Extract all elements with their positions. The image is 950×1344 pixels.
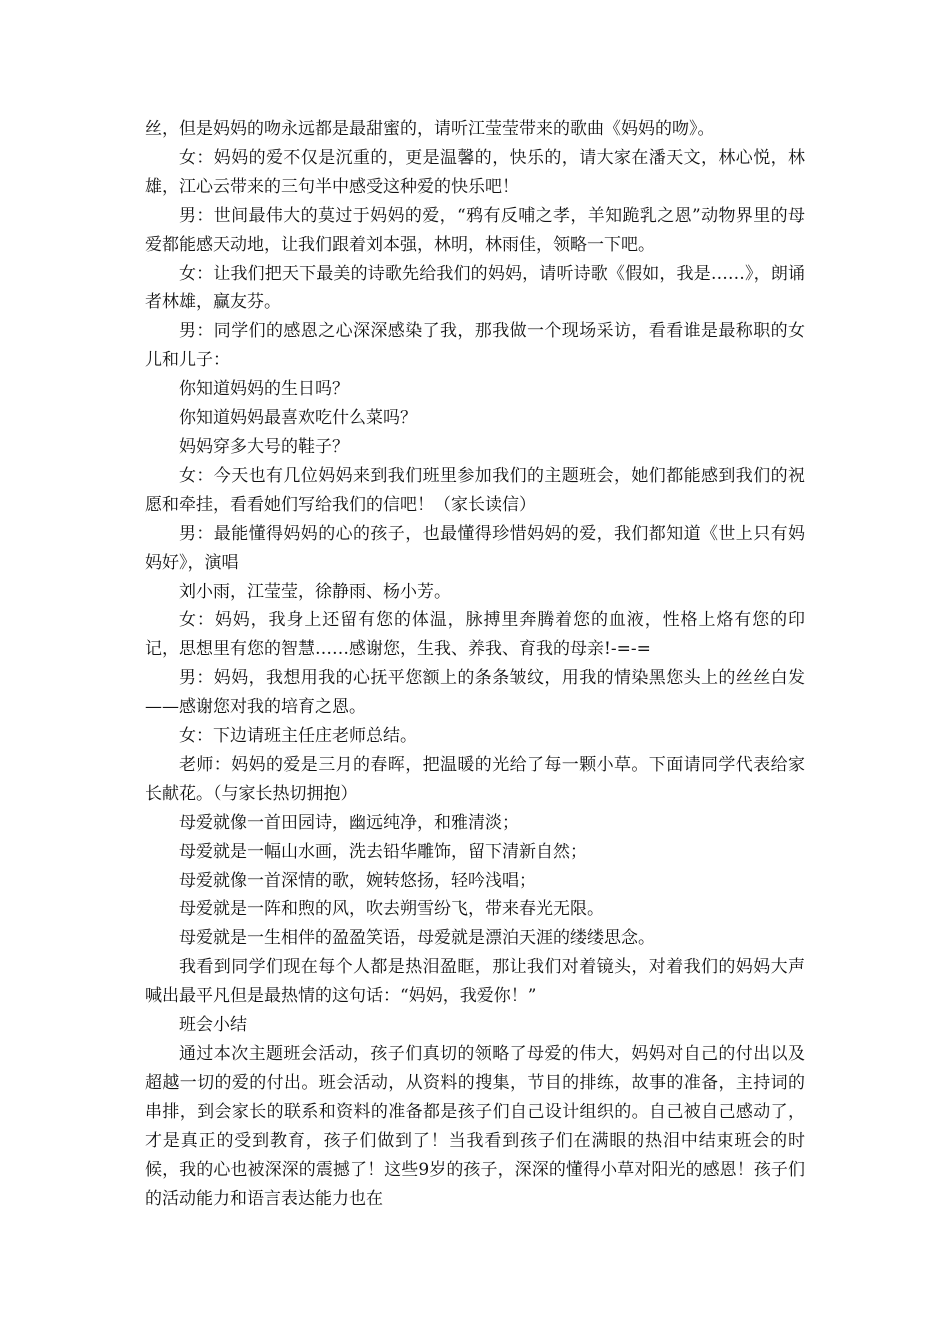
paragraph-male-host-2: 男：同学们的感恩之心深深感染了我，那我做一个现场采访，看看谁是最称职的女儿和儿子： bbox=[145, 321, 805, 371]
paragraph-teacher: 老师：妈妈的爱是三月的春晖，把温暖的光给了每一颗小草。下面请同学代表给家长献花。（与家长热切拥抱） bbox=[145, 754, 805, 804]
section-heading-summary: 班会小结 bbox=[179, 1015, 247, 1036]
poem-line-4: 母爱就是一阵和煦的风，吹去朔雪纷飞，带来春光无限。 bbox=[179, 899, 604, 920]
paragraph-female-host-3: 女：今天也有几位妈妈来到我们班里参加我们的主题班会，她们都能感到我们的祝愿和牵挂，看看她们写给我们的信吧！（家长读信） bbox=[145, 465, 805, 515]
interview-question-1: 你知道妈妈的生日吗？ bbox=[179, 379, 349, 400]
interview-question-3: 妈妈穿多大号的鞋子？ bbox=[179, 436, 349, 457]
paragraph-female-host-4: 女：妈妈，我身上还留有您的体温，脉搏里奔腾着您的血液，性格上烙有您的印记，思想里有您的智慧……感谢您，生我、养我、育我的母亲!-=-= bbox=[145, 610, 805, 660]
paragraph-male-host-4: 男：妈妈，我想用我的心抚平您额上的条条皱纹，用我的情染黑您头上的丝丝白发——感谢您对我的培育之恩。 bbox=[145, 668, 805, 718]
interview-question-2: 你知道妈妈最喜欢吃什么菜吗？ bbox=[179, 408, 417, 429]
poem-line-2: 母爱就是一幅山水画，洗去铅华雕饰，留下清新自然； bbox=[179, 841, 587, 862]
paragraph-singers: 刘小雨，江莹莹，徐静雨、杨小芳。 bbox=[179, 581, 451, 602]
paragraph-female-host-2: 女：让我们把天下最美的诗歌先给我们的妈妈，请听诗歌《假如，我是……》，朗诵者林雄，赢友芬。 bbox=[145, 263, 805, 313]
paragraph-male-host-3: 男：最能懂得妈妈的心的孩子，也最懂得珍惜妈妈的爱，我们都知道《世上只有妈妈好》，演唱 bbox=[145, 523, 805, 573]
paragraph-male-host-1: 男：世间最伟大的莫过于妈妈的爱，“鸦有反哺之孝，羊知跪乳之恩”动物界里的母爱都能感天动地，让我们跟着刘本强，林明，林雨佳，领略一下吧。 bbox=[145, 205, 805, 255]
paragraph-female-host-5: 女：下边请班主任庄老师总结。 bbox=[179, 726, 417, 747]
document-page bbox=[145, 115, 805, 1213]
paragraph-summary: 通过本次主题班会活动，孩子们真切的领略了母爱的伟大，妈妈对自己的付出以及超越一切的爱的付出。班会活动，从资料的搜集，节目的排练，故事的准备，主持词的串排，到会家长的联系和资料的准备都是孩子们自己设计组织的。自己被自己感动了，才是真正的受到教育，孩子们做到了！当我看到孩子们在满眼的热泪中结束班会的时候，我的心也被深深的震撼了！这些9岁的孩子，深深的懂得小草对阳光的感恩！孩子们的活动能力和语言表达能力也在 bbox=[145, 1044, 805, 1209]
paragraph-continuation: 丝，但是妈妈的吻永远都是最甜蜜的，请听江莹莹带来的歌曲《妈妈的吻》。 bbox=[145, 119, 715, 139]
poem-line-1: 母爱就像一首田园诗，幽远纯净，和雅清淡； bbox=[179, 812, 519, 833]
paragraph-female-host-1: 女：妈妈的爱不仅是沉重的，更是温馨的，快乐的，请大家在潘天文，林心悦，林雄，江心云带来的三句半中感受这种爱的快乐吧！ bbox=[145, 147, 805, 197]
poem-line-3: 母爱就像一首深情的歌，婉转悠扬，轻吟浅唱； bbox=[179, 870, 536, 891]
paragraph-closing-call: 我看到同学们现在每个人都是热泪盈眶，那让我们对着镜头，对着我们的妈妈大声喊出最平凡但是最热情的这句话：“妈妈，我爱你！” bbox=[145, 957, 805, 1007]
poem-line-5: 母爱就是一生相伴的盈盈笑语，母爱就是漂泊天涯的缕缕思念。 bbox=[179, 928, 655, 949]
